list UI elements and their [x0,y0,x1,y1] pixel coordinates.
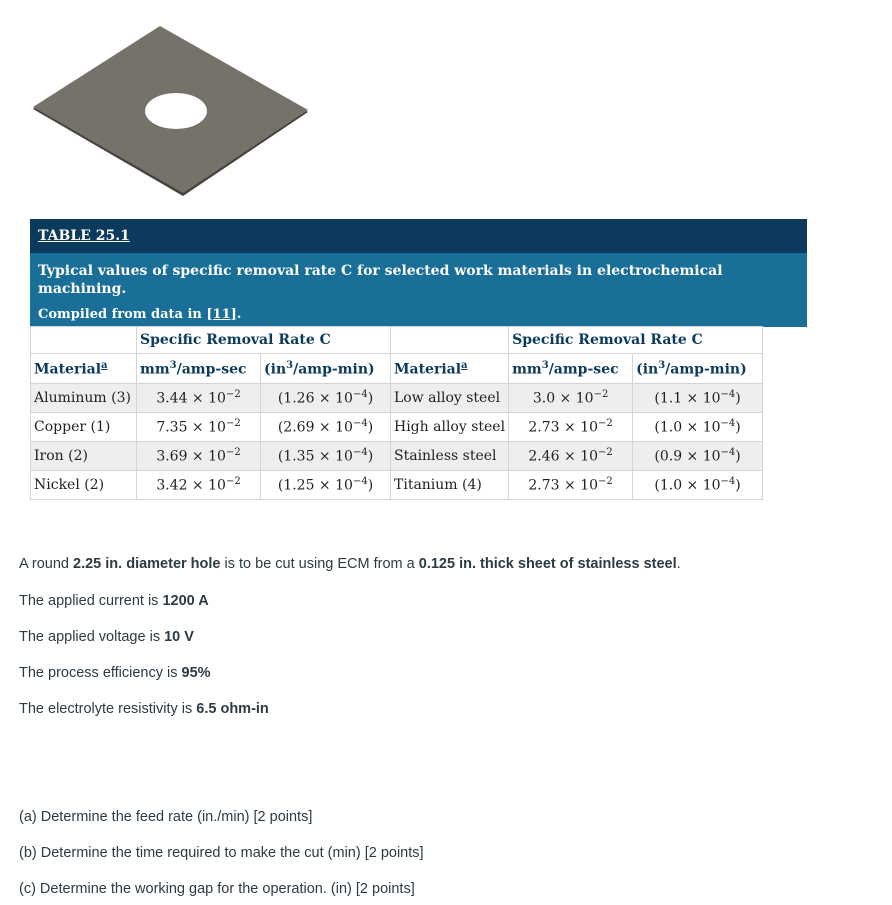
question-c: (c) Determine the working gap for the operation. (in) [2 points] [19,881,415,897]
empty-cell [391,327,509,354]
intro-hole-diameter: 2.25 in. diameter hole [73,556,221,572]
material-cell: Copper (1) [31,413,137,442]
col-in3-left: $(in^3/amp-\min)$ [261,354,391,384]
table-source-suffix: . [236,307,242,322]
col-mm3-left: $mm^3/amp-\sec$ [137,354,261,384]
col-mm3-right: $mm^3/amp-\sec$ [509,354,633,384]
removal-rate-table [30,326,763,500]
given-current [19,593,209,609]
rate-in3-cell: $(2.69 \times 10^{-4})$ [261,413,391,442]
col-in3-right: $(in^3/amp-\min)$ [633,354,763,384]
rate-mm3-cell: $3.42 \times 10^{-2}$ [137,471,261,500]
rate-mm3-cell: $2.46 \times 10^{-2}$ [509,442,633,471]
rate-mm3-cell: $3.0 \times 10^{-2}$ [509,384,633,413]
rate-in3-cell: $(1.0 \times 10^{-4})$ [633,413,763,442]
rate-in3-cell: $(1.1 \times 10^{-4})$ [633,384,763,413]
table-column-header-row [31,354,763,384]
col-material-footnote[interactable]: a [461,359,468,371]
given-label: The applied current is [19,593,163,609]
given-value: 1200 A [162,593,209,609]
material-cell: Stainless steel [391,442,509,471]
plate-hole [145,93,207,129]
question-b: (b) Determine the time required to make the cut (min) [2 points] [19,845,424,861]
group-header-right: Specific Removal Rate C [509,327,763,354]
rate-mm3-cell: $2.73 \times 10^{-2}$ [509,413,633,442]
table-title: TABLE 25.1 [38,228,130,244]
material-cell: Nickel (2) [31,471,137,500]
table-row [31,442,763,471]
table-caption: Typical values of specific removal rate C for selected work materials in electrochemical machining. [38,263,723,297]
col-material-label: Material [394,361,462,378]
empty-cell [31,327,137,354]
rate-in3-cell: $(0.9 \times 10^{-4})$ [633,442,763,471]
table-source-text: Compiled from data in [38,307,207,322]
table-title-bar [30,219,807,253]
rate-mm3-cell: $3.69 \times 10^{-2}$ [137,442,261,471]
given-label: The electrolyte resistivity is [19,701,197,717]
given-resistivity [19,701,269,717]
col-material-right [391,354,509,384]
rate-in3-cell: $(1.26 \times 10^{-4})$ [261,384,391,413]
rate-mm3-cell: $3.44 \times 10^{-2}$ [137,384,261,413]
question-a: (a) Determine the feed rate (in./min) [2 points] [19,809,313,825]
col-material-footnote[interactable]: a [101,359,108,371]
given-value: 10 V [164,629,194,645]
rate-in3-cell: $(1.35 \times 10^{-4})$ [261,442,391,471]
intro-text: A round [19,556,74,572]
table-row [31,471,763,500]
intro-text: . [676,556,681,572]
col-material-label: Material [34,361,102,378]
table-group-header-row [31,327,763,354]
steel-plate-illustration [0,0,360,215]
intro-sheet-thickness: 0.125 in. thick sheet of stainless steel [418,556,677,572]
problem-intro [19,556,681,572]
material-cell: Low alloy steel [391,384,509,413]
rate-mm3-cell: $7.35 \times 10^{-2}$ [137,413,261,442]
rate-in3-cell: $(1.0 \times 10^{-4})$ [633,471,763,500]
material-cell: Aluminum (3) [31,384,137,413]
col-material-left [31,354,137,384]
table-source [38,307,241,322]
table-row [31,384,763,413]
given-value: 6.5 ohm-in [196,701,269,717]
given-efficiency [19,665,211,681]
table-source-reference-link[interactable]: [11] [206,307,237,322]
rate-mm3-cell: $2.73 \times 10^{-2}$ [509,471,633,500]
given-label: The applied voltage is [19,629,165,645]
given-voltage [19,629,194,645]
intro-text: is to be cut using ECM from a [220,556,419,572]
material-cell: Titanium (4) [391,471,509,500]
group-header-left: Specific Removal Rate C [137,327,391,354]
material-cell: High alloy steel [391,413,509,442]
given-label: The process efficiency is [19,665,182,681]
rate-in3-cell: $(1.25 \times 10^{-4})$ [261,471,391,500]
given-value: 95% [181,665,211,681]
material-cell: Iron (2) [31,442,137,471]
table-header [30,219,807,327]
table-row [31,413,763,442]
